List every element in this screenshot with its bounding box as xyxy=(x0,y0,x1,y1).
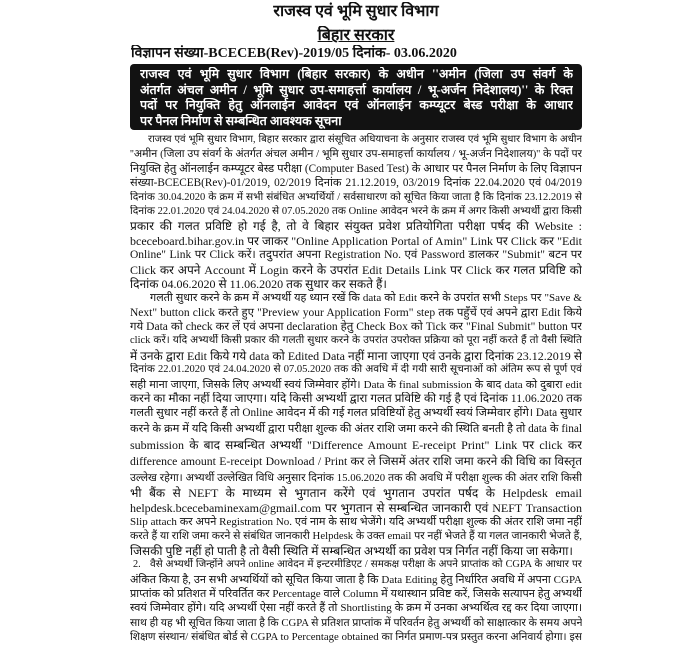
paragraph-3-line xyxy=(130,558,582,572)
paragraph-1-line: ''अमीन (जिला उप संवर्ग के अंतर्गत अंचल अमीन / भूमि सुधार उप-समाहर्त्ता कार्यालय / भू-अर्जन निदेशालय)'' के पदों पर xyxy=(130,148,582,161)
paragraph-2-line: गलती सुधार नहीं करते हैं तो Online आवेदन में की गई गलत प्रविष्टियों हेतु अभ्यर्थी स्वयं जिम्मेवार होंगे। Data सुधार xyxy=(130,407,582,420)
paragraph-2-line: Slip attach कर अपने Registration No. एवं नाम के साथ भेजेंगे। यदि अभ्यर्थी परीक्षा शुल्क की अंतर राशि जमा नहीं xyxy=(130,516,582,529)
paragraph-2-line: submission के बाद सम्बन्धित अभ्यर्थी "Difference Amount E-receipt Print" Link पर click कर xyxy=(130,438,582,453)
paragraph-1-line: bceceboard.bihar.gov.in पर जाकर "Online Application Portal of Amin" Link पर Click कर "Edit xyxy=(130,233,582,248)
notice-body xyxy=(130,133,582,645)
paragraph-number: 2. xyxy=(133,559,141,571)
paragraph-2-line: करते हैं या राशि जमा करने से संबंधित जानकारी Helpdesk के उक्त email पर नहीं भेजते हैं या गलत जानकारी भेजते हैं, xyxy=(130,530,582,543)
paragraph-2-line: difference amount E-receipt Download / Print कर ले जिसमें अंतर राशि जमा करने की विधि का विस्तृत xyxy=(130,454,582,468)
paragraph-1-line: Online" Link पर Click करें। तदुपरांत अपना Registration No. एवं Password डालकर "Submit" बटन पर xyxy=(130,249,582,262)
notice-subject-line: पदों पर नियुक्ति हेतु ऑनलाईन आवेदन एवं ऑनलाईन कम्प्यूटर बेस्ड परीक्षा के आधार xyxy=(140,98,573,112)
paragraph-2-line: में उनके द्वारा Edit किये गये data को Edited Data नहीं माना जाएगा एवं उनके द्वारा दिनांक 23.12.2019 से xyxy=(130,348,582,363)
paragraph-2-line: helpdesk.bcecebaminexam@gmail.com पर भुगतान से सम्बन्धित जानकारी एवं NEFT Transaction xyxy=(130,500,582,515)
paragraph-1-line: राजस्व एवं भूमि सुधार विभाग, बिहार सरकार द्वारा संसूचित अधियाचना के अनुसार राजस्व एवं भूमि सुधार विभाग के अधीन xyxy=(148,134,582,145)
paragraph-1-line: प्रकार की गलत प्रविष्टि हो गई है, तो वे बिहार संयुक्त प्रवेश प्रतियोगिता परीक्षा पर्षद की Website : xyxy=(130,219,582,234)
paragraph-1-line: दिनांक 22.01.2020 एवं 24.04.2020 से 07.05.2020 तक Online आवेदन भरने के क्रम में अगर किसी अभ्यर्थी द्वारा किसी xyxy=(130,205,582,217)
notice-subject-line: पर पैनल निर्माण से सम्बन्धित आवश्यक सूचना xyxy=(140,113,342,128)
paragraph-3-line: साथ ही यह भी सूचित किया जाता है कि CGPA से प्रतिशत प्राप्तांक में परिवर्तन हेतु अभ्यर्थी को साक्षात्कार के समय अपने xyxy=(130,616,582,629)
paragraph-3-line: प्राप्तांक को प्रतिशत में परिवर्तित कर Percentage वाले Column में यथास्थान प्रविष्ट करें, जिसके सत्यापन हेतु अभ्यर्थी xyxy=(130,588,582,601)
paragraph-1-line: Click कर अपने Account में Login करने के उपरांत Edit Details Link पर Click कर गलत प्रविष्टि को xyxy=(130,262,582,277)
paragraph-1-line: दिनांक 30.04.2020 के क्रम में सभी संबंधित अभ्यर्थियों / सर्वसाधारण को सूचित किया जाता है कि दिनांक 23.12.2019 से xyxy=(130,191,582,203)
paragraph-3-line-text: वैसे अभ्यर्थी जिन्होंने अपने online आवेदन में इन्टरमीडिएट / समकक्ष परीक्षा के अपने प्राप्तांक को CGPA के आधार पर xyxy=(150,559,582,571)
advertisement-number: विज्ञापन संख्या-BCECEB(Rev)-2019/05 दिनांक- 03.06.2020 xyxy=(131,46,457,61)
government-title xyxy=(130,26,582,46)
paragraph-2-line: click करें। यदि अभ्यर्थी किसी प्रकार की गलती सुधार करने के उपरांत उपरोक्त प्रक्रिया को पूरा नहीं करते हैं तो वैसी स्थिति xyxy=(130,335,582,347)
paragraph-2-line: करने के क्रम में यदि किसी अभ्यर्थी द्वारा परीक्षा शुल्क की अंतर राशि जमा करने की स्थिति बनती है तो data के final xyxy=(130,422,582,435)
paragraph-2-line: दिनांक 22.01.2020 एवं 24.04.2020 से 07.05.2020 तक की अवधि में दी गयी सारी सूचनाओं को अंतिम रूप से पूर्ण एवं xyxy=(130,364,582,376)
notice-subject-line: अंतर्गत अंचल अमीन / भूमि सुधार उप-समाहर्त्ता कार्यालय / भू-अर्जन निदेशालय)'' के रिक्त xyxy=(140,82,573,97)
paragraph-2-line: सही माना जाएगा, जिसके लिए अभ्यर्थी स्वयं जिम्मेवार होंगे। Data के final submission के बाद data को दुबारा edit xyxy=(130,378,582,391)
paragraph-1-line: संख्या-BCECEB(Rev)-01/2019, 02/2019 दिनांक 21.12.2019, 03/2019 दिनांक 22.04.2020 एवं 04/2019 xyxy=(130,177,582,190)
department-title: राजस्व एवं भूमि सुधार विभाग xyxy=(273,3,439,20)
paragraph-2-line: गये Data को check कर लें एवं अपना declaration हेतु Check Box को Tick कर "Final Submit" button पर xyxy=(130,321,582,334)
paragraph-2-line: भी बैंक से NEFT के माध्यम से भुगतान करेंगे एवं भुगतान उपरांत पर्षद के Helpdesk email xyxy=(130,486,582,501)
paragraph-2-line: जिसकी पुष्टि नहीं हो पाती है तो वैसी स्थिति में सम्बन्धित अभ्यर्थी का प्रवेश पत्र निर्गत नहीं किया जा सकेगा। xyxy=(130,543,573,558)
paragraph-3-line: शिक्षण संस्थान/ संबंधित बोर्ड से CGPA to Percentage obtained का निर्गत प्रमाण-पत्र प्रस्तुत करना अनिवार्य होगा। इस xyxy=(130,631,582,644)
paragraph-2-line: उल्लेख रहेगा। अभ्यर्थी उल्लेखित विधि अनुसार दिनांक 15.06.2020 तक की अवधि में परीक्षा शुल्क की अंतर राशि किसी xyxy=(130,472,582,485)
paragraph-1-line: नियुक्ति हेतु ऑनलाईन कम्प्यूटर बेस्ड परीक्षा (Computer Based Test) के आधार पर पैनल निर्माण के लिए विज्ञापन xyxy=(130,162,582,175)
notice-subject-box xyxy=(130,64,582,130)
paragraph-2-line: करने का मौका नहीं दिया जाएगा। यदि किसी अभ्यर्थी द्वारा गलत प्रविष्टि की गई है एवं दिनांक 11.06.2020 तक xyxy=(130,392,582,406)
notice-subject-line: राजस्व एवं भूमि सुधार विभाग (बिहार सरकार) के अधीन ''अमीन (जिला उप संवर्ग के xyxy=(140,67,573,81)
paragraph-1-line: दिनांक 04.06.2020 से 11.06.2020 तक सुधार कर सकते हैं। xyxy=(130,276,387,291)
paragraph-3-line: अंकित किया है, उन सभी अभ्यर्थियों को सूचित किया जाता है कि Data Editing हेतु निर्धारित अवधि में अपना CGPA xyxy=(130,573,582,586)
paragraph-2-line: Next" button click करते हुए "Preview your Application Form" step तक पहुँचें एवं अपने द्वारा Edit किये xyxy=(130,306,582,319)
government-title-text: बिहार सरकार xyxy=(317,27,395,44)
paragraph-2-line: गलती सुधार करने के क्रम में अभ्यर्थी यह ध्यान रखें कि data को Edit करने के उपरांत सभी Steps पर "Save & xyxy=(150,292,582,305)
paragraph-3-line: स्वयं जिम्मेवार होंगे। यदि अभ्यर्थी ऐसा नहीं करते हैं तो Shortlisting के क्रम में उनका अभ्यर्थित्व रद्द कर दिया जाएगा। xyxy=(130,602,582,615)
